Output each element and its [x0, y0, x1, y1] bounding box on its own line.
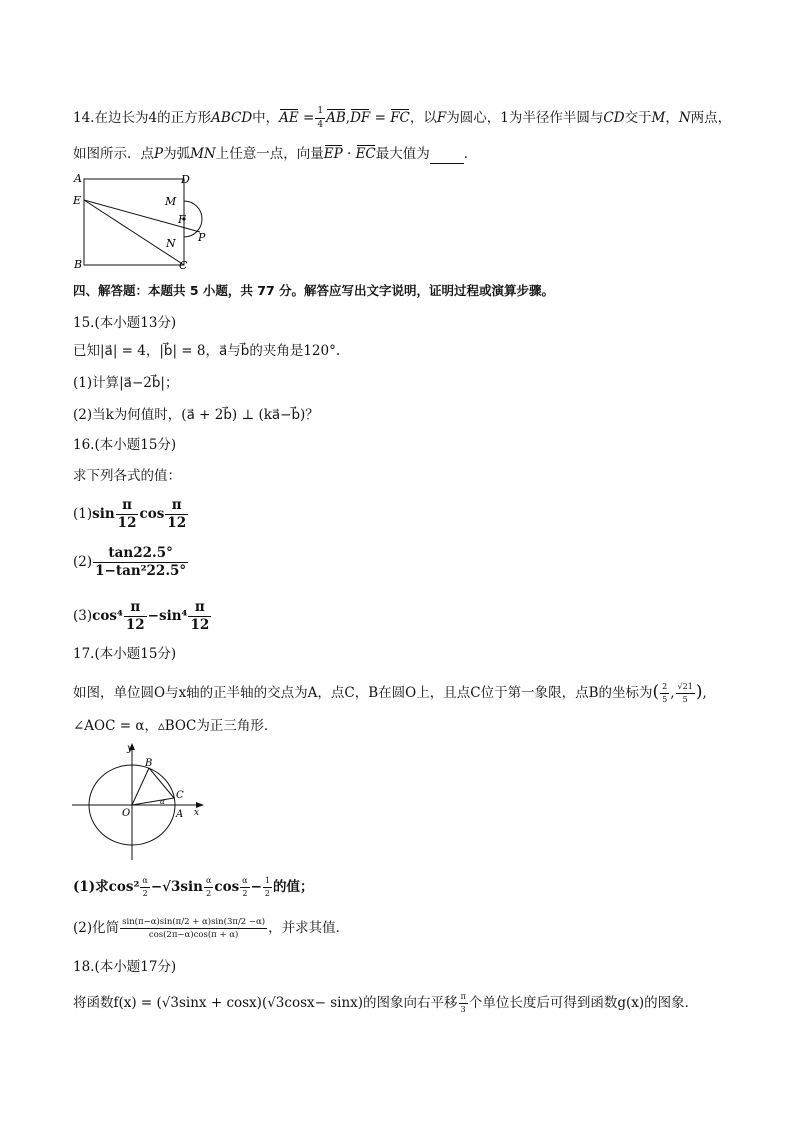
q18-points: (本小题17分)	[94, 959, 177, 975]
q14-text: 上任意一点，向量	[215, 146, 324, 162]
q16-number: 16.	[73, 437, 95, 453]
segment-ec-line	[84, 200, 184, 265]
q17-part1-text: −√3sin	[150, 879, 203, 895]
q16-part2	[73, 542, 189, 582]
q17-header	[73, 644, 176, 664]
q17-line1: 如图，单位圆O与x轴的正半轴的交点为A，点C，B在圆O上，且点C位于第一象限，点B的坐标为( $\frac{2}{5}$ , $\frac{√21}{5}$ ),	[73, 682, 707, 704]
q17-part2-text: (2)化简	[73, 920, 120, 936]
q17-line2: ∠AOC = α，▵BOC为正三角形．	[73, 718, 278, 734]
q15-points: (本小题13分)	[94, 315, 177, 331]
q16-part2-label: (2)	[73, 554, 93, 570]
q14-text: 中，	[252, 110, 280, 126]
q17-number: 17.	[73, 646, 95, 662]
q14-square-name: ABCD	[211, 110, 253, 126]
fraction-alpha-2: $\frac{\alpha}{2}$	[205, 876, 212, 898]
section-heading: 四、解答题：本题共 5 小题，共 77 分。解答应写出文字说明，证明过程或演算步骤。	[73, 283, 555, 298]
cos4-text: cos⁴	[92, 608, 123, 624]
fraction-simplify: $\frac{\sin(\pi-\alpha)\sin(\pi/2 + \alpha)\sin(3\pi/2 -\alpha)}{\cos(2\pi-\alpha)\cos(\pi + \alpha)}$	[122, 916, 266, 940]
fraction-pi-12: $\frac{\pi}{12}$	[117, 496, 137, 531]
q14-text: 最大值为	[375, 146, 430, 162]
label-a: A	[176, 809, 184, 820]
q17-part1	[73, 872, 313, 902]
q18-text: 个单位长度后可得到函数g(x)的图象．	[468, 995, 699, 1011]
q15-header	[73, 313, 176, 333]
label-f: F	[178, 213, 186, 226]
q14-line2: 如图所示．点P为弧MN上任意一点，向量EP · EC最大值为 ．	[73, 146, 478, 162]
label-e: E	[73, 194, 82, 207]
label-b: B	[145, 758, 153, 769]
label-n: N	[166, 237, 176, 250]
fraction-2-5: $\frac{2}{5}$	[662, 682, 668, 704]
q16-points: (本小题15分)	[94, 437, 177, 453]
fraction-pi-12: $\frac{\pi}{12}$	[167, 496, 187, 531]
q16-part3-label: (3)	[73, 608, 93, 624]
q18-header	[73, 957, 176, 977]
q15-part2: (2)当k为何值时，(a⃗ + 2b⃗) ⊥ (ka⃗−b⃗)？	[73, 407, 319, 423]
label-c: C	[176, 790, 184, 801]
q17-unit-circle-figure	[70, 740, 210, 865]
q17-part1-text: 的值；	[272, 879, 314, 895]
q14-text: ，以	[409, 110, 437, 126]
fraction-tan: $\frac{\tan 22.5^\circ}{\text{1−tan²22.5°}}$	[95, 544, 187, 579]
q16-part1-label: (1)	[73, 506, 93, 522]
point-f: F	[436, 110, 447, 126]
sin4-text: −sin⁴	[147, 608, 188, 624]
q14-text: ．	[463, 146, 478, 162]
cos-text: cos	[139, 506, 165, 522]
label-y: y	[127, 743, 133, 754]
fraction-alpha-2: $\frac{\alpha}{2}$	[242, 876, 248, 898]
fraction-sqrt21-5: $\frac{√21}{5}$	[677, 682, 693, 704]
fraction-1-2: $\frac{1}{2}$	[264, 876, 270, 898]
segment-cd: CD	[603, 110, 625, 126]
label-alpha: α	[160, 798, 165, 806]
q15-given: 已知|a⃗| = 4，|b⃗| = 8，a⃗与b⃗的夹角是120°.	[73, 343, 341, 359]
q17-part1-text: cos	[214, 879, 240, 895]
vector-ep: EP	[323, 146, 343, 162]
point-m: M	[651, 110, 666, 126]
q14-number: 14.	[73, 110, 95, 126]
label-c: C	[179, 259, 188, 272]
segment-oc	[132, 798, 174, 805]
vector-ae: AE	[279, 110, 299, 126]
q17-points: (本小题15分)	[94, 646, 177, 662]
label-p: P	[198, 231, 206, 244]
q14-text: 如图所示．点	[73, 146, 154, 162]
fraction-pi-3: $\frac{\pi}{3}$	[460, 992, 466, 1014]
sin-text: sin	[92, 506, 115, 522]
vector-ec: EC	[355, 146, 376, 162]
q15-part1: (1)计算|a⃗−2b⃗|；	[73, 375, 179, 391]
q14-text: 为弧	[163, 146, 191, 162]
q18-number: 18.	[73, 959, 95, 975]
fraction-alpha-2: $\frac{\alpha}{2}$	[142, 876, 148, 898]
q14-line1: 14.在边长为4的正方形ABCD中，AE = $\frac{1}{4}$ AB,DF = FC，以F为圆心，1为半径作半圆与CD交于M，N两点，	[73, 106, 732, 130]
q14-square-figure	[70, 170, 215, 272]
label-o: O	[122, 808, 131, 819]
q17-part1-text: (1)求cos²	[73, 879, 140, 895]
fraction-pi-12: $\frac{\pi}{12}$	[125, 598, 145, 633]
label-a: A	[74, 172, 82, 185]
arc-mn: MN	[190, 146, 216, 162]
q18-line	[73, 988, 698, 1018]
q16-part3	[73, 596, 212, 636]
label-b: B	[74, 258, 83, 271]
point-p: P	[154, 146, 164, 162]
q14-text: 在边长为4的正方形	[94, 110, 212, 126]
point-n: N	[678, 110, 691, 126]
label-m: M	[165, 195, 177, 208]
segment-bc	[149, 768, 174, 798]
vector-df: DF	[350, 110, 371, 126]
q16-header	[73, 435, 176, 455]
q18-text: 将函数f(x) = (√3sinx + cosx)(√3cosx− sinx)的图象向右平移	[73, 995, 458, 1011]
square-abcd	[84, 179, 184, 265]
q17-part2	[73, 910, 349, 946]
q17-text: 如图，单位圆O与x轴的正半轴的交点为A，点C，B在圆O上，且点C位于第一象限，点B的坐标为	[73, 685, 653, 701]
q17-part1-text: −	[250, 879, 262, 895]
q17-part2-text: ，并求其值．	[268, 920, 350, 936]
segment-ob	[132, 768, 149, 805]
q16-part1	[73, 494, 189, 534]
label-x: x	[194, 808, 200, 818]
vector-ab: AB	[326, 110, 346, 126]
q14-text: 1为半径作半圆与	[500, 110, 604, 126]
q15-number: 15.	[73, 315, 95, 331]
answer-blank	[430, 149, 464, 164]
fraction-quarter: $\frac{1}{4}$	[317, 106, 324, 130]
q16-intro: 求下列各式的值：	[73, 468, 181, 484]
fraction-pi-12: $\frac{\pi}{12}$	[190, 598, 210, 633]
q14-text: 交于	[624, 110, 652, 126]
vector-fc: FC	[390, 110, 410, 126]
q14-text: 两点，	[690, 110, 732, 126]
label-d: D	[181, 173, 190, 186]
q14-text: 为圆心，	[446, 110, 501, 126]
